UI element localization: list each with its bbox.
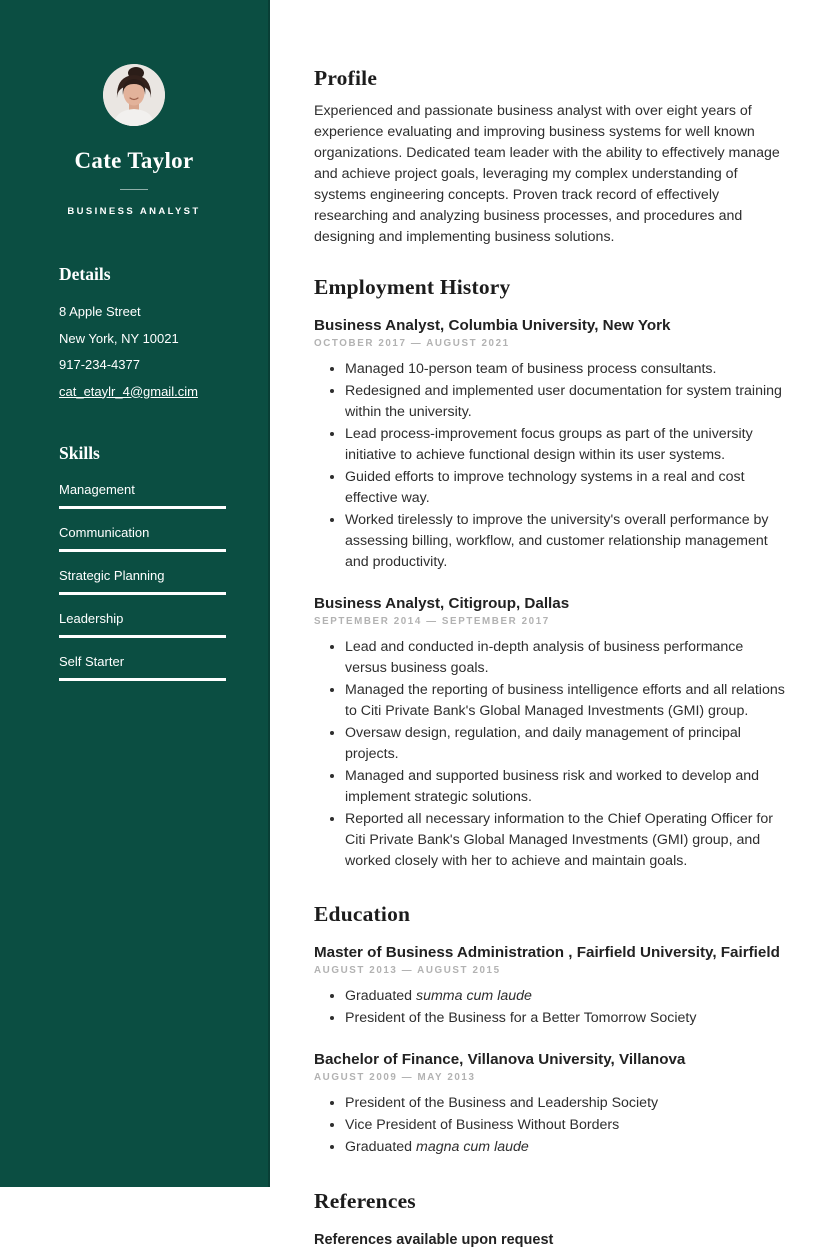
job-bullets (314, 359, 786, 573)
bullet-item: • Graduated magna cum laude (345, 1137, 786, 1158)
job-bullets (314, 637, 786, 872)
job-entry (314, 317, 786, 573)
bullet-item: • Redesigned and implemented user documentation for system training within the university. (345, 381, 786, 423)
sidebar (0, 0, 270, 1187)
references-text: References available upon request (314, 1232, 554, 1248)
skill-item (59, 611, 224, 638)
job-dates: OCTOBER 2017 — AUGUST 2021 (314, 338, 510, 349)
skill-label: Management (59, 482, 135, 497)
education-dates: AUGUST 2009 — MAY 2013 (314, 1072, 476, 1083)
skill-label: Communication (59, 525, 150, 540)
education-dates: AUGUST 2013 — AUGUST 2015 (314, 965, 501, 976)
education-title: Bachelor of Finance, Villanova University, Villanova (314, 1051, 686, 1068)
bullet-item: • Managed the reporting of business intelligence efforts and all relations to Citi Private Bank's Global Managed Investments (GMI) group. (345, 680, 786, 722)
profile-section (314, 66, 786, 248)
employment-section (314, 275, 786, 872)
bullet-item: • Managed and supported business risk and worked to develop and implement strategic solutions. (345, 766, 786, 808)
skill-label: Leadership (59, 611, 124, 626)
bullet-item: • Reported all necessary information to the Chief Operating Officer for Citi Private Bank's Global Managed Investments (GMI) group, and worked closely with her to achieve and maintain goals. (345, 809, 786, 872)
bullet-item: • Worked tirelessly to improve the university's overall performance by assessing billing, workflow, and customer relationship management and productivity. (345, 510, 786, 573)
skill-bar (59, 549, 226, 552)
education-entry (314, 944, 786, 1029)
job-dates: SEPTEMBER 2014 — SEPTEMBER 2017 (314, 616, 550, 627)
details-section (59, 264, 224, 401)
bullet-item: • Lead process-improvement focus groups as part of the university initiative to achieve functional design within its user systems. (345, 424, 786, 466)
skill-bar (59, 592, 226, 595)
main-content (270, 0, 840, 1248)
bullet-item: • Oversaw design, regulation, and daily management of principal projects. (345, 723, 786, 765)
profile-heading: Profile (314, 66, 378, 90)
education-title: Master of Business Administration , Fairfield University, Fairfield (314, 944, 780, 961)
job-entry (314, 595, 786, 872)
skill-item (59, 654, 224, 681)
name-divider (120, 189, 148, 190)
skill-bar (59, 635, 226, 638)
job-title: Business Analyst, Columbia University, New York (314, 317, 671, 334)
skill-item (59, 568, 224, 595)
skill-label: Strategic Planning (59, 568, 165, 583)
bullet-item: • President of the Business for a Better Tomorrow Society (345, 1008, 786, 1029)
phone-number: 917-234-4377 (59, 357, 140, 372)
education-heading: Education (314, 902, 411, 926)
skill-label: Self Starter (59, 654, 125, 669)
profile-photo-illustration (103, 64, 165, 126)
skills-section (59, 443, 224, 681)
details-heading: Details (59, 264, 111, 284)
bullet-item: • Vice President of Business Without Borders (345, 1115, 786, 1136)
skill-bar (59, 678, 226, 681)
references-section (314, 1189, 786, 1248)
sidebar-header (0, 0, 268, 217)
profile-photo (103, 64, 165, 126)
profile-text: Experienced and passionate business analyst with over eight years of experience evaluating and improving business systems for well known organizations. Dedicated team leader with the ability to effectively manage and achieve project goals, leveraging my complex understanding of systems engineering concepts. Proven track record of effectively researching and analyzing business processes, and procedures and designing and implementing business solutions. (314, 103, 780, 245)
sidebar-body (0, 264, 268, 681)
person-job-title: BUSINESS ANALYST (67, 206, 201, 217)
references-heading: References (314, 1189, 416, 1213)
education-entry (314, 1051, 786, 1158)
bullet-item: • Managed 10-person team of business process consultants. (345, 359, 786, 380)
skill-item (59, 525, 224, 552)
address-line-1: 8 Apple Street (59, 304, 141, 319)
address-line-2: New York, NY 10021 (59, 330, 179, 346)
bullet-item: • President of the Business and Leadership Society (345, 1093, 786, 1114)
person-name: Cate Taylor (74, 148, 194, 173)
skill-item (59, 482, 224, 509)
education-bullets (314, 1093, 786, 1158)
bullet-item: • Guided efforts to improve technology systems in a real and cost effective way. (345, 467, 786, 509)
education-section (314, 902, 786, 1158)
email-link[interactable]: cat_etaylr_4@gmail.cim (59, 383, 198, 399)
skill-bar (59, 506, 226, 509)
bullet-item: • Graduated summa cum laude (345, 986, 786, 1007)
skills-heading: Skills (59, 443, 100, 463)
education-bullets (314, 986, 786, 1029)
bullet-item: • Lead and conducted in-depth analysis of business performance versus business goals. (345, 637, 786, 679)
employment-heading: Employment History (314, 275, 511, 299)
job-title: Business Analyst, Citigroup, Dallas (314, 595, 570, 612)
